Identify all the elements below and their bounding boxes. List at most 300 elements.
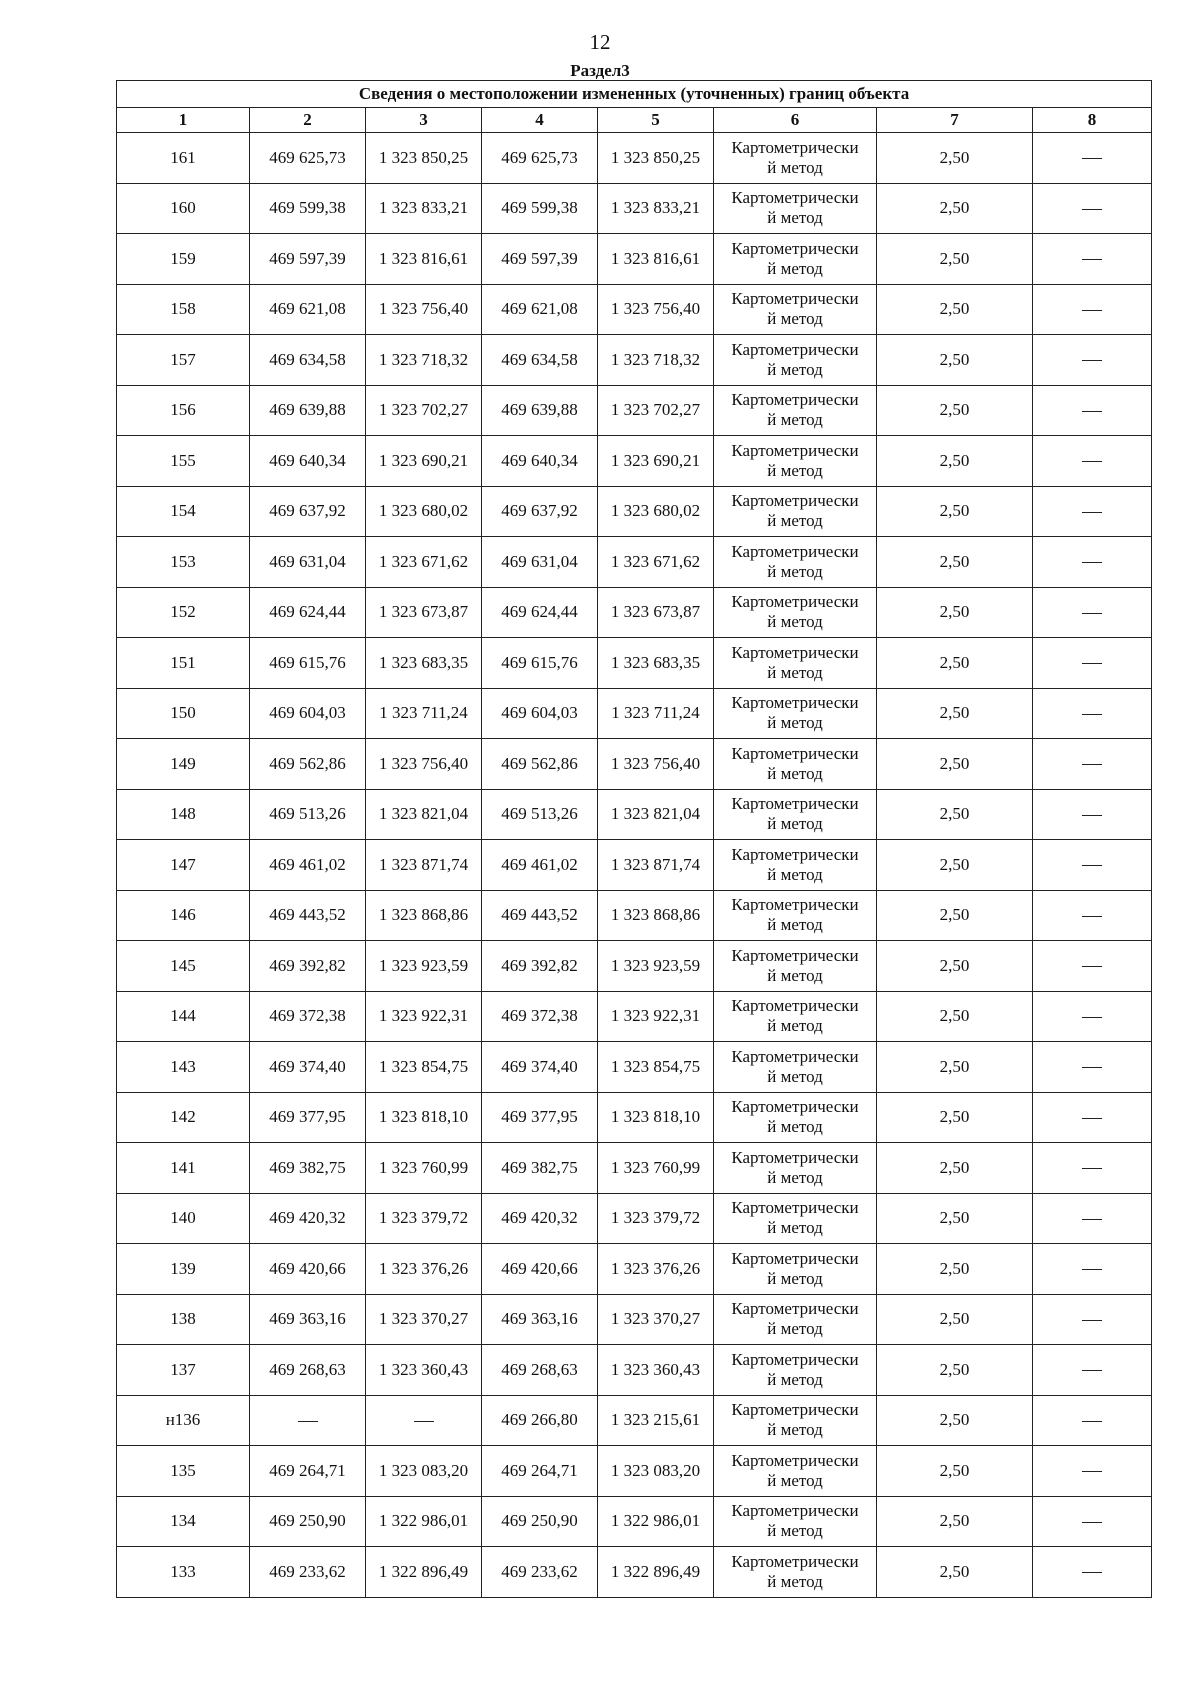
y-updated-cell: 1 323 370,27 xyxy=(598,1294,714,1345)
y-updated-cell: 1 323 702,27 xyxy=(598,385,714,436)
method-cell xyxy=(714,688,877,739)
x-existing-cell: 469 392,82 xyxy=(250,941,366,992)
accuracy-cell: 2,50 xyxy=(877,1496,1033,1547)
x-updated-cell: 469 625,73 xyxy=(482,133,598,184)
point-number-cell: н136 xyxy=(117,1395,250,1446)
x-existing-cell: 469 631,04 xyxy=(250,537,366,588)
method-line-1: Картометрически xyxy=(731,1450,859,1470)
x-existing-cell: 469 420,66 xyxy=(250,1244,366,1295)
x-existing-cell: 469 264,71 xyxy=(250,1446,366,1497)
method-line-1: Картометрически xyxy=(731,440,859,460)
x-existing-cell: 469 597,39 xyxy=(250,234,366,285)
accuracy-cell: 2,50 xyxy=(877,284,1033,335)
table-row xyxy=(117,1395,1152,1446)
y-existing-cell: 1 323 756,40 xyxy=(366,284,482,335)
method-line-2: й метод xyxy=(767,763,823,783)
x-updated-cell: 469 392,82 xyxy=(482,941,598,992)
point-number-cell: 143 xyxy=(117,1042,250,1093)
method-line-1: Картометрически xyxy=(731,1551,859,1571)
method-cell xyxy=(714,1244,877,1295)
y-updated-cell: 1 323 818,10 xyxy=(598,1092,714,1143)
accuracy-cell: 2,50 xyxy=(877,1193,1033,1244)
accuracy-cell: 2,50 xyxy=(877,739,1033,790)
dash-mark xyxy=(414,1421,434,1422)
method-cell xyxy=(714,587,877,638)
point-number-cell: 155 xyxy=(117,436,250,487)
x-existing-cell: 469 634,58 xyxy=(250,335,366,386)
method-line-1: Картометрически xyxy=(731,945,859,965)
y-existing-cell: 1 323 083,20 xyxy=(366,1446,482,1497)
description-cell xyxy=(1033,1042,1152,1093)
y-updated-cell: 1 323 718,32 xyxy=(598,335,714,386)
x-existing-cell: 469 374,40 xyxy=(250,1042,366,1093)
table-row xyxy=(117,1345,1152,1396)
dash-mark xyxy=(1082,1320,1102,1321)
x-updated-cell: 469 562,86 xyxy=(482,739,598,790)
x-existing-cell: 469 461,02 xyxy=(250,840,366,891)
accuracy-cell: 2,50 xyxy=(877,133,1033,184)
column-number-header: 5 xyxy=(598,108,714,133)
dash-mark xyxy=(1082,1522,1102,1523)
method-cell xyxy=(714,638,877,689)
x-updated-cell: 469 597,39 xyxy=(482,234,598,285)
description-cell xyxy=(1033,1547,1152,1598)
description-cell xyxy=(1033,1395,1152,1446)
description-cell xyxy=(1033,789,1152,840)
dash-mark xyxy=(1082,663,1102,664)
method-line-1: Картометрически xyxy=(731,743,859,763)
y-existing-cell: 1 323 680,02 xyxy=(366,486,482,537)
method-line-2: й метод xyxy=(767,965,823,985)
table-row xyxy=(117,890,1152,941)
accuracy-cell: 2,50 xyxy=(877,1446,1033,1497)
column-numbers-row xyxy=(117,108,1152,133)
y-existing-cell: 1 323 376,26 xyxy=(366,1244,482,1295)
dash-mark xyxy=(1082,1219,1102,1220)
y-updated-cell: 1 323 756,40 xyxy=(598,284,714,335)
description-cell xyxy=(1033,234,1152,285)
method-cell xyxy=(714,1446,877,1497)
description-cell xyxy=(1033,1193,1152,1244)
description-cell xyxy=(1033,890,1152,941)
description-cell xyxy=(1033,739,1152,790)
table-row xyxy=(117,436,1152,487)
x-updated-cell: 469 382,75 xyxy=(482,1143,598,1194)
x-updated-cell: 469 420,32 xyxy=(482,1193,598,1244)
x-updated-cell: 469 372,38 xyxy=(482,991,598,1042)
dash-mark xyxy=(1082,1269,1102,1270)
method-line-1: Картометрически xyxy=(731,1097,859,1117)
method-cell xyxy=(714,133,877,184)
description-cell xyxy=(1033,1345,1152,1396)
description-cell xyxy=(1033,1244,1152,1295)
point-number-cell: 139 xyxy=(117,1244,250,1295)
y-updated-cell: 1 323 868,86 xyxy=(598,890,714,941)
method-line-1: Картометрически xyxy=(731,996,859,1016)
accuracy-cell: 2,50 xyxy=(877,789,1033,840)
method-cell xyxy=(714,537,877,588)
method-line-1: Картометрически xyxy=(731,137,859,157)
point-number-cell: 153 xyxy=(117,537,250,588)
dash-mark xyxy=(1082,512,1102,513)
table-row xyxy=(117,385,1152,436)
dash-mark xyxy=(1082,411,1102,412)
x-existing-cell xyxy=(250,1395,366,1446)
y-updated-cell: 1 323 690,21 xyxy=(598,436,714,487)
y-updated-cell: 1 323 083,20 xyxy=(598,1446,714,1497)
method-line-2: й метод xyxy=(767,258,823,278)
x-updated-cell: 469 250,90 xyxy=(482,1496,598,1547)
table-row xyxy=(117,840,1152,891)
table-row xyxy=(117,234,1152,285)
description-cell xyxy=(1033,587,1152,638)
description-cell xyxy=(1033,1496,1152,1547)
dash-mark xyxy=(1082,1471,1102,1472)
method-line-2: й метод xyxy=(767,864,823,884)
y-updated-cell: 1 323 671,62 xyxy=(598,537,714,588)
dash-mark xyxy=(1082,209,1102,210)
method-cell xyxy=(714,234,877,285)
x-existing-cell: 469 604,03 xyxy=(250,688,366,739)
y-existing-cell: 1 323 379,72 xyxy=(366,1193,482,1244)
y-updated-cell: 1 322 896,49 xyxy=(598,1547,714,1598)
accuracy-cell: 2,50 xyxy=(877,890,1033,941)
point-number-cell: 142 xyxy=(117,1092,250,1143)
dash-mark xyxy=(298,1421,318,1422)
x-existing-cell: 469 420,32 xyxy=(250,1193,366,1244)
x-existing-cell: 469 363,16 xyxy=(250,1294,366,1345)
y-updated-cell: 1 323 922,31 xyxy=(598,991,714,1042)
y-existing-cell: 1 323 854,75 xyxy=(366,1042,482,1093)
accuracy-cell: 2,50 xyxy=(877,1143,1033,1194)
table-caption: Сведения о местоположении измененных (уточненных) границ объекта xyxy=(117,81,1152,108)
x-updated-cell: 469 639,88 xyxy=(482,385,598,436)
table-row xyxy=(117,133,1152,184)
description-cell xyxy=(1033,688,1152,739)
x-updated-cell: 469 631,04 xyxy=(482,537,598,588)
y-existing-cell: 1 323 702,27 xyxy=(366,385,482,436)
accuracy-cell: 2,50 xyxy=(877,537,1033,588)
method-cell xyxy=(714,890,877,941)
dash-mark xyxy=(1082,1572,1102,1573)
y-existing-cell: 1 323 871,74 xyxy=(366,840,482,891)
y-existing-cell: 1 322 896,49 xyxy=(366,1547,482,1598)
dash-mark xyxy=(1082,1370,1102,1371)
x-updated-cell: 469 420,66 xyxy=(482,1244,598,1295)
y-updated-cell: 1 323 215,61 xyxy=(598,1395,714,1446)
table-row xyxy=(117,1496,1152,1547)
page-number: 12 xyxy=(589,30,611,54)
y-updated-cell: 1 323 854,75 xyxy=(598,1042,714,1093)
method-line-1: Картометрически xyxy=(731,1349,859,1369)
method-line-2: й метод xyxy=(767,1117,823,1137)
point-number-cell: 150 xyxy=(117,688,250,739)
method-cell xyxy=(714,1193,877,1244)
boundary-coordinates-table xyxy=(116,80,1152,1598)
table-row xyxy=(117,1547,1152,1598)
accuracy-cell: 2,50 xyxy=(877,436,1033,487)
table-row xyxy=(117,739,1152,790)
dash-mark xyxy=(1082,1168,1102,1169)
y-updated-cell: 1 323 360,43 xyxy=(598,1345,714,1396)
dash-mark xyxy=(1082,764,1102,765)
y-existing-cell: 1 323 683,35 xyxy=(366,638,482,689)
method-cell xyxy=(714,183,877,234)
point-number-cell: 140 xyxy=(117,1193,250,1244)
y-updated-cell: 1 323 756,40 xyxy=(598,739,714,790)
table-row xyxy=(117,183,1152,234)
method-line-1: Картометрически xyxy=(731,1501,859,1521)
table-row xyxy=(117,537,1152,588)
description-cell xyxy=(1033,335,1152,386)
table-body xyxy=(117,133,1152,1598)
table-row xyxy=(117,638,1152,689)
table-row xyxy=(117,1294,1152,1345)
x-updated-cell: 469 363,16 xyxy=(482,1294,598,1345)
section-title: Раздел3 xyxy=(570,61,630,80)
y-existing-cell: 1 323 370,27 xyxy=(366,1294,482,1345)
x-existing-cell: 469 233,62 xyxy=(250,1547,366,1598)
y-updated-cell: 1 323 376,26 xyxy=(598,1244,714,1295)
method-cell xyxy=(714,436,877,487)
method-line-2: й метод xyxy=(767,561,823,581)
method-line-2: й метод xyxy=(767,511,823,531)
point-number-cell: 145 xyxy=(117,941,250,992)
method-cell xyxy=(714,1395,877,1446)
description-cell xyxy=(1033,840,1152,891)
method-line-1: Картометрически xyxy=(731,238,859,258)
method-cell xyxy=(714,1294,877,1345)
point-number-cell: 141 xyxy=(117,1143,250,1194)
table-row xyxy=(117,587,1152,638)
y-updated-cell: 1 323 680,02 xyxy=(598,486,714,537)
accuracy-cell: 2,50 xyxy=(877,335,1033,386)
accuracy-cell: 2,50 xyxy=(877,234,1033,285)
method-cell xyxy=(714,1143,877,1194)
table-row xyxy=(117,1244,1152,1295)
method-line-2: й метод xyxy=(767,1016,823,1036)
x-existing-cell: 469 268,63 xyxy=(250,1345,366,1396)
dash-mark xyxy=(1082,1421,1102,1422)
x-existing-cell: 469 382,75 xyxy=(250,1143,366,1194)
description-cell xyxy=(1033,436,1152,487)
x-existing-cell: 469 250,90 xyxy=(250,1496,366,1547)
point-number-cell: 134 xyxy=(117,1496,250,1547)
method-line-1: Картометрически xyxy=(731,693,859,713)
dash-mark xyxy=(1082,461,1102,462)
point-number-cell: 133 xyxy=(117,1547,250,1598)
method-line-1: Картометрически xyxy=(731,491,859,511)
description-cell xyxy=(1033,941,1152,992)
point-number-cell: 144 xyxy=(117,991,250,1042)
accuracy-cell: 2,50 xyxy=(877,638,1033,689)
dash-mark xyxy=(1082,865,1102,866)
method-line-1: Картометрически xyxy=(731,1299,859,1319)
x-existing-cell: 469 621,08 xyxy=(250,284,366,335)
table-row xyxy=(117,991,1152,1042)
accuracy-cell: 2,50 xyxy=(877,1345,1033,1396)
column-number-header: 8 xyxy=(1033,108,1152,133)
point-number-cell: 152 xyxy=(117,587,250,638)
y-updated-cell: 1 323 833,21 xyxy=(598,183,714,234)
x-existing-cell: 469 513,26 xyxy=(250,789,366,840)
description-cell xyxy=(1033,284,1152,335)
dash-mark xyxy=(1082,1067,1102,1068)
y-existing-cell: 1 323 868,86 xyxy=(366,890,482,941)
y-updated-cell: 1 323 760,99 xyxy=(598,1143,714,1194)
method-line-2: й метод xyxy=(767,410,823,430)
x-updated-cell: 469 615,76 xyxy=(482,638,598,689)
method-line-2: й метод xyxy=(767,1369,823,1389)
y-existing-cell: 1 323 673,87 xyxy=(366,587,482,638)
method-line-1: Картометрически xyxy=(731,844,859,864)
method-line-2: й метод xyxy=(767,713,823,733)
x-existing-cell: 469 639,88 xyxy=(250,385,366,436)
accuracy-cell: 2,50 xyxy=(877,688,1033,739)
method-line-2: й метод xyxy=(767,359,823,379)
table-row xyxy=(117,335,1152,386)
method-cell xyxy=(714,486,877,537)
table-row xyxy=(117,1092,1152,1143)
x-existing-cell: 469 372,38 xyxy=(250,991,366,1042)
y-existing-cell: 1 323 922,31 xyxy=(366,991,482,1042)
table-row xyxy=(117,1193,1152,1244)
accuracy-cell: 2,50 xyxy=(877,840,1033,891)
y-updated-cell: 1 323 821,04 xyxy=(598,789,714,840)
accuracy-cell: 2,50 xyxy=(877,1547,1033,1598)
method-line-2: й метод xyxy=(767,1420,823,1440)
method-cell xyxy=(714,1092,877,1143)
x-updated-cell: 469 604,03 xyxy=(482,688,598,739)
method-line-2: й метод xyxy=(767,1319,823,1339)
x-existing-cell: 469 640,34 xyxy=(250,436,366,487)
method-cell xyxy=(714,991,877,1042)
point-number-cell: 138 xyxy=(117,1294,250,1345)
accuracy-cell: 2,50 xyxy=(877,1395,1033,1446)
point-number-cell: 156 xyxy=(117,385,250,436)
method-cell xyxy=(714,739,877,790)
dash-mark xyxy=(1082,310,1102,311)
dash-mark xyxy=(1082,815,1102,816)
x-updated-cell: 469 461,02 xyxy=(482,840,598,891)
description-cell xyxy=(1033,133,1152,184)
y-updated-cell: 1 323 871,74 xyxy=(598,840,714,891)
point-number-cell: 159 xyxy=(117,234,250,285)
method-line-2: й метод xyxy=(767,1066,823,1086)
description-cell xyxy=(1033,183,1152,234)
method-line-2: й метод xyxy=(767,1470,823,1490)
method-line-2: й метод xyxy=(767,662,823,682)
y-existing-cell: 1 323 756,40 xyxy=(366,739,482,790)
table-row xyxy=(117,789,1152,840)
method-line-1: Картометрически xyxy=(731,541,859,561)
method-line-1: Картометрически xyxy=(731,1248,859,1268)
method-line-2: й метод xyxy=(767,1268,823,1288)
point-number-cell: 157 xyxy=(117,335,250,386)
table-row xyxy=(117,486,1152,537)
description-cell xyxy=(1033,385,1152,436)
description-cell xyxy=(1033,1446,1152,1497)
method-line-2: й метод xyxy=(767,612,823,632)
y-existing-cell: 1 323 711,24 xyxy=(366,688,482,739)
accuracy-cell: 2,50 xyxy=(877,385,1033,436)
method-line-1: Картометрически xyxy=(731,895,859,915)
method-line-2: й метод xyxy=(767,1521,823,1541)
accuracy-cell: 2,50 xyxy=(877,1294,1033,1345)
method-line-2: й метод xyxy=(767,1571,823,1591)
method-cell xyxy=(714,789,877,840)
method-cell xyxy=(714,840,877,891)
method-cell xyxy=(714,1345,877,1396)
x-existing-cell: 469 637,92 xyxy=(250,486,366,537)
dash-mark xyxy=(1082,916,1102,917)
y-existing-cell: 1 323 760,99 xyxy=(366,1143,482,1194)
accuracy-cell: 2,50 xyxy=(877,1092,1033,1143)
dash-mark xyxy=(1082,966,1102,967)
x-updated-cell: 469 637,92 xyxy=(482,486,598,537)
method-cell xyxy=(714,284,877,335)
method-line-1: Картометрически xyxy=(731,188,859,208)
y-existing-cell: 1 323 821,04 xyxy=(366,789,482,840)
dash-mark xyxy=(1082,1118,1102,1119)
x-updated-cell: 469 513,26 xyxy=(482,789,598,840)
table-row xyxy=(117,1143,1152,1194)
point-number-cell: 135 xyxy=(117,1446,250,1497)
x-existing-cell: 469 625,73 xyxy=(250,133,366,184)
x-existing-cell: 469 562,86 xyxy=(250,739,366,790)
method-line-1: Картометрически xyxy=(731,642,859,662)
point-number-cell: 148 xyxy=(117,789,250,840)
method-line-1: Картометрически xyxy=(731,1147,859,1167)
x-updated-cell: 469 621,08 xyxy=(482,284,598,335)
dash-mark xyxy=(1082,613,1102,614)
method-line-1: Картометрически xyxy=(731,794,859,814)
x-updated-cell: 469 624,44 xyxy=(482,587,598,638)
y-existing-cell: 1 323 816,61 xyxy=(366,234,482,285)
accuracy-cell: 2,50 xyxy=(877,1244,1033,1295)
x-existing-cell: 469 443,52 xyxy=(250,890,366,941)
point-number-cell: 154 xyxy=(117,486,250,537)
y-existing-cell: 1 323 833,21 xyxy=(366,183,482,234)
x-updated-cell: 469 266,80 xyxy=(482,1395,598,1446)
x-existing-cell: 469 377,95 xyxy=(250,1092,366,1143)
point-number-cell: 161 xyxy=(117,133,250,184)
y-existing-cell: 1 322 986,01 xyxy=(366,1496,482,1547)
x-existing-cell: 469 599,38 xyxy=(250,183,366,234)
dash-mark xyxy=(1082,1017,1102,1018)
method-line-2: й метод xyxy=(767,1167,823,1187)
method-cell xyxy=(714,1042,877,1093)
method-line-2: й метод xyxy=(767,1218,823,1238)
y-existing-cell: 1 323 671,62 xyxy=(366,537,482,588)
y-existing-cell: 1 323 818,10 xyxy=(366,1092,482,1143)
column-number-header: 7 xyxy=(877,108,1033,133)
y-existing-cell: 1 323 718,32 xyxy=(366,335,482,386)
x-updated-cell: 469 264,71 xyxy=(482,1446,598,1497)
point-number-cell: 147 xyxy=(117,840,250,891)
point-number-cell: 137 xyxy=(117,1345,250,1396)
point-number-cell: 146 xyxy=(117,890,250,941)
method-line-1: Картометрически xyxy=(731,1400,859,1420)
x-updated-cell: 469 377,95 xyxy=(482,1092,598,1143)
method-line-2: й метод xyxy=(767,157,823,177)
description-cell xyxy=(1033,1092,1152,1143)
accuracy-cell: 2,50 xyxy=(877,941,1033,992)
method-cell xyxy=(714,1547,877,1598)
accuracy-cell: 2,50 xyxy=(877,587,1033,638)
x-updated-cell: 469 640,34 xyxy=(482,436,598,487)
description-cell xyxy=(1033,1294,1152,1345)
